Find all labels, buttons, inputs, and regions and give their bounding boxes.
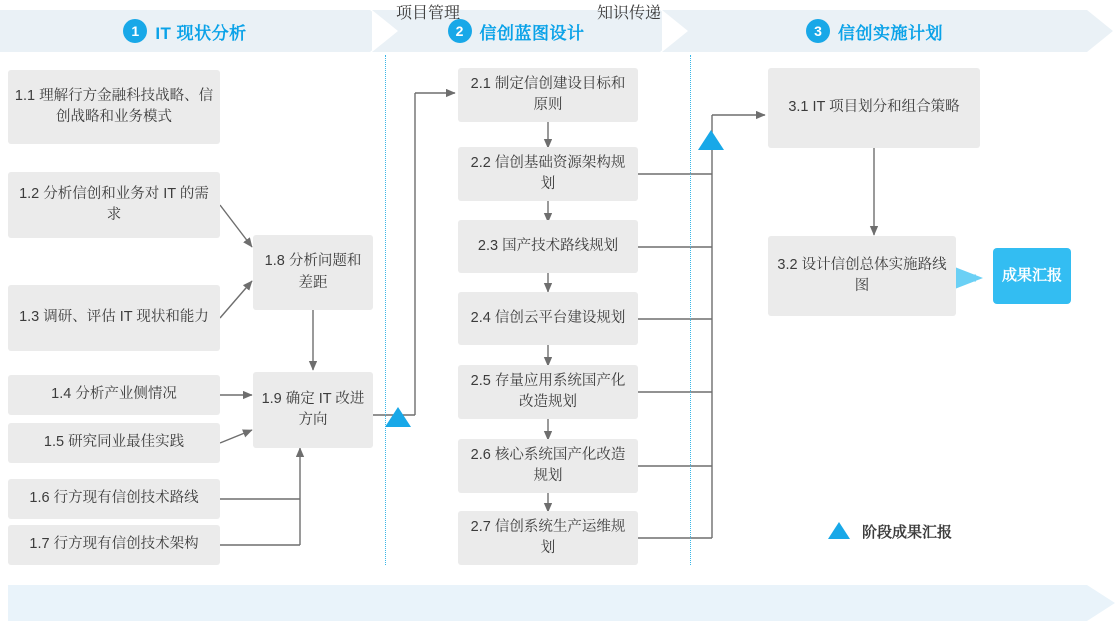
task-box-1-2[interactable] [8, 172, 220, 238]
task-box-2-3[interactable] [458, 220, 638, 273]
task-label: 3.1 IT 项目划分和组合策略 [788, 99, 960, 116]
task-box-1-6[interactable] [8, 479, 220, 519]
phase-banner-1 [0, 10, 370, 52]
task-label: 2.1 制定信创建设目标和原则 [470, 75, 626, 113]
task-label: 1.3 调研、评估 IT 现状和能力 [19, 309, 209, 326]
task-label: 1.7 行方现有信创技术架构 [29, 536, 199, 553]
task-label: 2.2 信创基础资源架构规划 [470, 154, 626, 192]
task-label: 1.8 分析问题和差距 [264, 253, 362, 291]
task-label: 1.6 行方现有信创技术路线 [29, 490, 199, 507]
task-box-1-9[interactable] [253, 372, 373, 448]
bottom-band-label-2: 知识传递 [597, 5, 662, 22]
task-box-2-7[interactable] [458, 511, 638, 565]
phase-divider-2 [690, 55, 691, 565]
task-box-2-5[interactable] [458, 365, 638, 419]
phase-banner-3 [662, 10, 1087, 52]
task-box-3-2[interactable] [768, 236, 956, 316]
phase-divider-1 [385, 55, 386, 565]
task-box-1-1[interactable] [8, 70, 220, 144]
phase-number-3: 3 [806, 19, 830, 43]
bottom-band-label-1: 项目管理 [396, 5, 461, 22]
task-label: 1.5 研究同业最佳实践 [43, 434, 185, 451]
phase-arrow-tip-3 [1087, 10, 1113, 52]
milestone-marker-phase2 [698, 130, 724, 150]
bottom-band-arrow-tip [1087, 585, 1115, 621]
phase-title-1: IT 现状分析 [155, 23, 247, 43]
task-box-1-3[interactable] [8, 285, 220, 351]
task-label: 3.2 设计信创总体实施路线图 [777, 256, 947, 294]
milestone-marker-phase1 [385, 407, 411, 427]
task-label: 2.4 信创云平台建设规划 [470, 309, 626, 326]
legend-triangle-icon [828, 522, 850, 539]
bottom-band [8, 585, 1087, 621]
task-label: 1.4 分析产业侧情况 [51, 386, 177, 403]
result-badge[interactable] [993, 248, 1071, 304]
phase-number-1: 1 [123, 19, 147, 43]
task-label: 1.1 理解行方金融科技战略、信创战略和业务模式 [14, 87, 214, 125]
task-label: 1.9 确定 IT 改进方向 [261, 390, 365, 428]
legend-label: 阶段成果汇报 [862, 524, 953, 541]
task-label: 2.7 信创系统生产运维规划 [470, 518, 626, 556]
task-box-2-4[interactable] [458, 292, 638, 345]
task-box-3-1[interactable] [768, 68, 980, 148]
phase-number-2: 2 [448, 19, 472, 43]
task-label: 2.6 核心系统国产化改造规划 [470, 446, 626, 484]
task-box-2-2[interactable] [458, 147, 638, 201]
result-label: 成果汇报 [1001, 267, 1062, 285]
task-box-2-1[interactable] [458, 68, 638, 122]
task-box-1-8[interactable] [253, 235, 373, 310]
phase-title-3: 信创实施计划 [838, 23, 943, 43]
phase-title-2: 信创蓝图设计 [479, 23, 585, 43]
task-label: 2.3 国产技术路线规划 [477, 237, 619, 254]
task-label: 2.5 存量应用系统国产化改造规划 [470, 372, 626, 410]
task-box-1-7[interactable] [8, 525, 220, 565]
task-label: 1.2 分析信创和业务对 IT 的需求 [19, 185, 209, 223]
task-box-1-5[interactable] [8, 423, 220, 463]
task-box-1-4[interactable] [8, 375, 220, 415]
task-box-2-6[interactable] [458, 439, 638, 493]
